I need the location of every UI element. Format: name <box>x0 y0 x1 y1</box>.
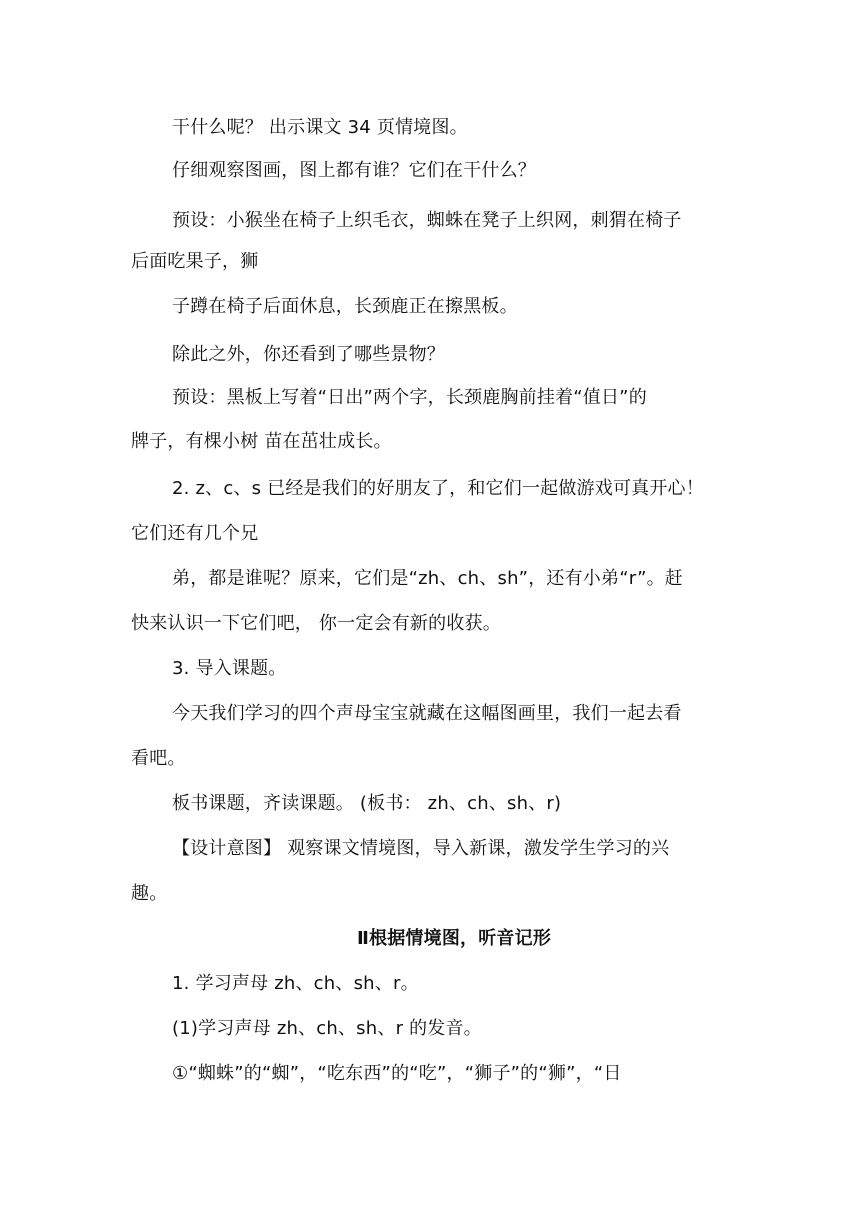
text-line: 3. 导入课题。 <box>172 658 287 679</box>
text-line: 快来认识一下它们吧， 你一定会有新的收获。 <box>131 613 501 634</box>
text-line: 趣。 <box>131 883 168 904</box>
text-line: 预设：黑板上写着“日出”两个字，长颈鹿胸前挂着“值日”的 <box>172 387 647 408</box>
text-line: 1. 学习声母 zh、ch、sh、r。 <box>172 973 419 994</box>
text-line: (1)学习声母 zh、ch、sh、r 的发音。 <box>172 1018 482 1039</box>
text-line: 除此之外，你还看到了哪些景物？ <box>172 344 445 365</box>
text-line: 看吧。 <box>131 748 186 769</box>
text-line: 仔细观察图画，图上都有谁？它们在干什么？ <box>172 160 536 181</box>
text-line: 子蹲在椅子后面休息，长颈鹿正在擦黑板。 <box>172 296 518 317</box>
text-line: 预设：小猴坐在椅子上织毛衣，蜘蛛在凳子上织网，刺猬在椅子 <box>172 210 682 231</box>
text-line: 2. z、c、s 已经是我们的好朋友了，和它们一起做游戏可真开心！ <box>172 478 704 499</box>
text-line: 干什么呢？ 出示课文 34 页情境图。 <box>172 117 468 138</box>
text-line: 弟，都是谁呢？原来，它们是“zh、ch、sh”，还有小弟“r”。赶 <box>172 568 684 589</box>
text-line: 它们还有几个兄 <box>131 523 259 544</box>
text-line: ①“蜘蛛”的“蜘”，“吃东西”的“吃”，“狮子”的“狮”，“日 <box>172 1063 622 1084</box>
text-line: 今天我们学习的四个声母宝宝就藏在这幅图画里，我们一起去看 <box>172 703 682 724</box>
text-line: 牌子，有棵小树 苗在茁壮成长。 <box>131 431 392 452</box>
text-line: 【设计意图】 观察课文情境图，导入新课，激发学生学习的兴 <box>172 838 670 859</box>
section-heading: Ⅱ根据情境图，听音记形 <box>356 928 552 949</box>
text-line: 后面吃果子，狮 <box>131 251 259 272</box>
text-line: 板书课题，齐读课题。 (板书： zh、ch、sh、r) <box>172 793 562 814</box>
